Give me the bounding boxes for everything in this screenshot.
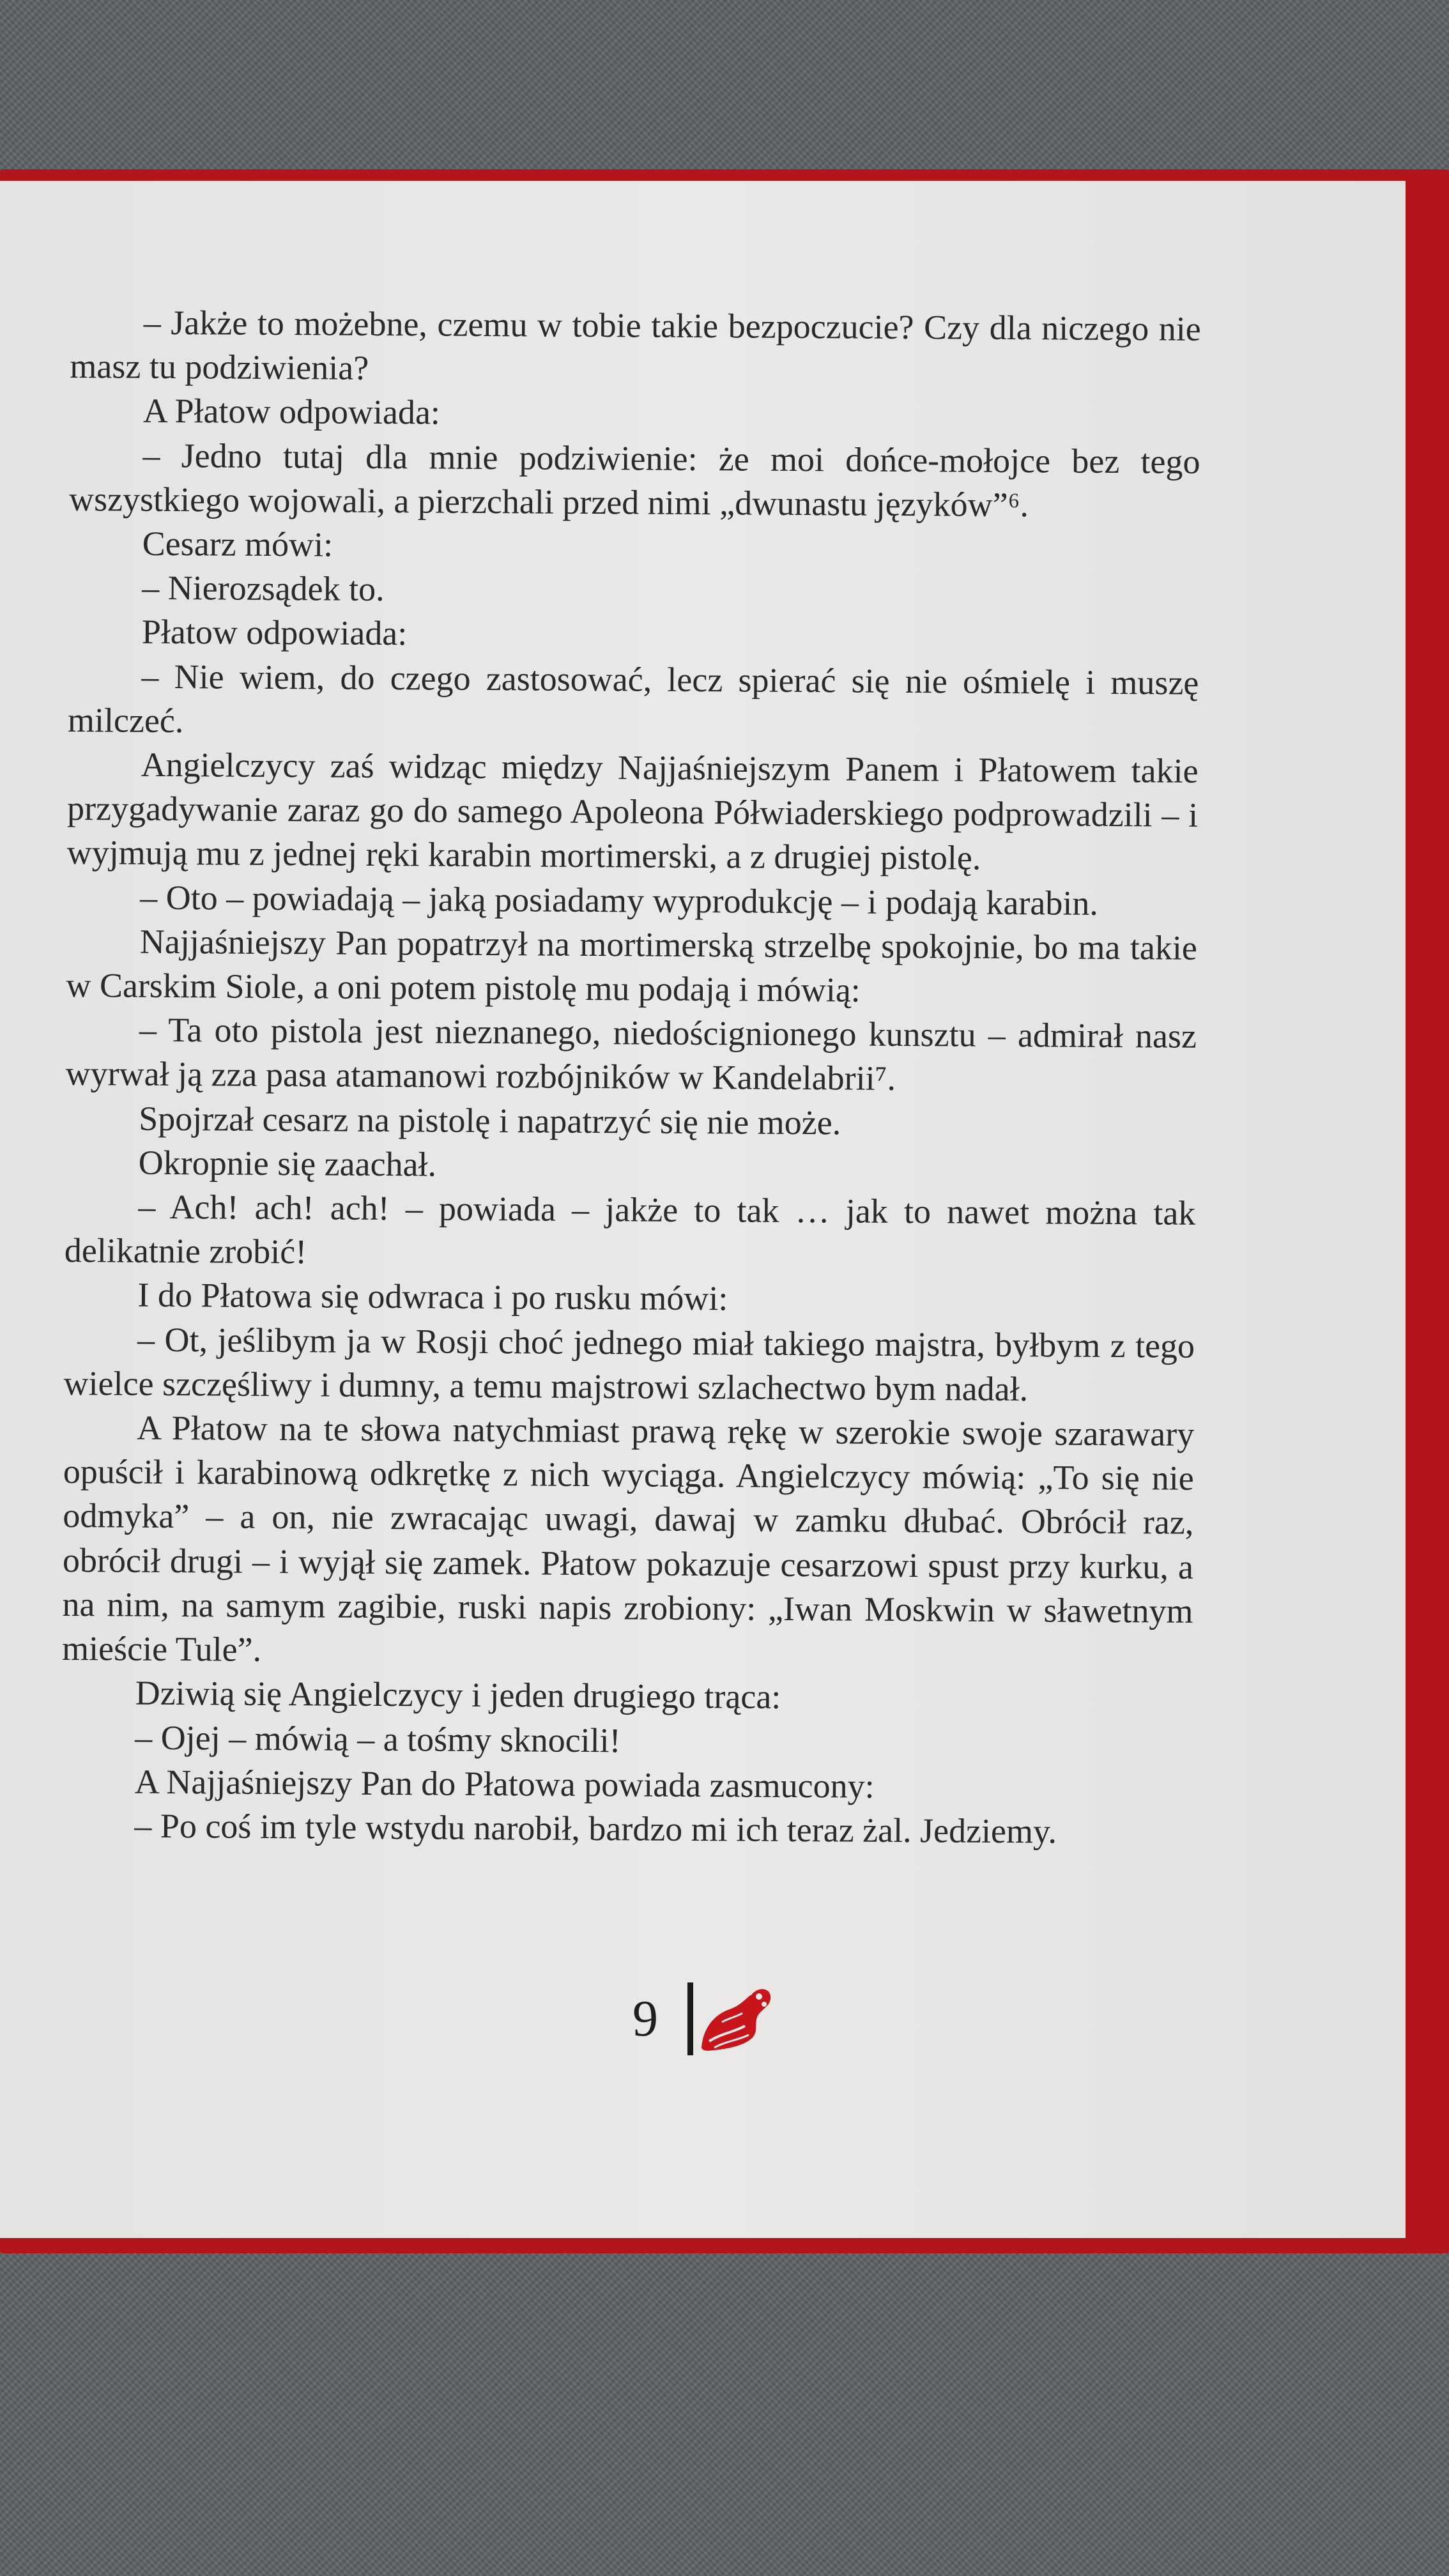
paragraph: – Oto – powiadają – jaką posiadamy wyprodukcję – i podają karabin.	[140, 878, 1099, 923]
paragraph: – Nie wiem, do czego zastosować, lecz spierać się nie ośmielę i muszę milczeć.	[67, 657, 1199, 740]
paragraph: I do Płatowa się odwraca i po rusku mówi:	[137, 1276, 728, 1318]
paragraph: – Nierozsądek to.	[142, 568, 385, 609]
page-text	[61, 300, 1201, 1855]
paragraph: A Płatow odpowiada:	[142, 392, 441, 432]
paragraph: Angielczycy zaś widząc między Najjaśniejszym Panem i Płatowem takie przygadywanie zaraz go do samego Apoleona Półwiaderskiego podprowadzili – i wyjmują mu z jednej ręki karabin mortimerski, a z drugiej pistolę.	[66, 745, 1199, 878]
page-number: 9	[632, 1990, 658, 2047]
paragraph: Dziwią się Angielczycy i jeden drugiego trąca:	[135, 1673, 781, 1717]
paragraph: – Ta oto pistola jest nieznanego, niedoścignionego kunsztu – admirał nasz wyrwał ją zza pasa atamanowi rozbójników w Kandelabrii⁷.	[65, 1010, 1197, 1098]
paragraph: Najjaśniejszy Pan popatrzył na mortimerską strzelbę spokojnie, bo ma takie w Carskim Siole, a oni potem pistolę mu podają i mówią:	[66, 922, 1198, 1009]
paragraph: – Jedno tutaj dla mnie podziwienie: że moi dońce-mołojce bez tego wszystkiego wojowali, a pierzchali przed nimi „dwunastu języków”⁶.	[68, 436, 1200, 524]
bird-ornament-icon	[684, 1977, 779, 2060]
paragraph: Okropnie się zaachał.	[138, 1143, 437, 1184]
paragraph: – Po coś im tyle wstydu narobił, bardzo mi ich teraz żal. Jedziemy.	[134, 1806, 1057, 1851]
paragraph: Cesarz mówi:	[142, 524, 334, 564]
paragraph: Spojrzał cesarz na pistolę i napatrzyć się nie może.	[138, 1099, 841, 1142]
paragraph: A Najjaśniejszy Pan do Płatowa powiada zasmucony:	[134, 1762, 875, 1805]
paragraph: – Ach! ach! ach! – powiada – jakże to tak … jak to nawet można tak delikatnie zrobić!	[64, 1187, 1196, 1271]
paragraph: A Płatow na te słowa natychmiast prawą rękę w szerokie swoje szarawary opuścił i karabinową odkrętkę z nich wyciąga. Angielczycy mówią: „To się nie odmyka” – a on, nie zwracając uwagi, dawaj w zamku dłubać. Obrócił raz, obrócił drugi – i wyjął się zamek. Płatow pokazuje cesarzowi spust przy kurku, a na nim, na samym zagibie, ruski napis zrobiony: „Iwan Moskwin w sławetnym mieście Tule”.	[61, 1408, 1195, 1669]
paragraph: – Jakże to możebne, czemu w tobie takie bezpoczucie? Czy dla niczego nie masz tu podziwienia?	[70, 303, 1201, 388]
paragraph: – Ojej – mówią – a tośmy sknocili!	[135, 1718, 621, 1759]
paragraph: – Ot, jeślibym ja w Rosji choć jednego miał takiego majstra, byłbym z tego wielce szczęśliwy i dumny, a temu majstrowi szlachectwo bym nadał.	[63, 1320, 1195, 1409]
paragraph: Płatow odpowiada:	[141, 613, 408, 653]
page-footer	[632, 1977, 779, 2060]
